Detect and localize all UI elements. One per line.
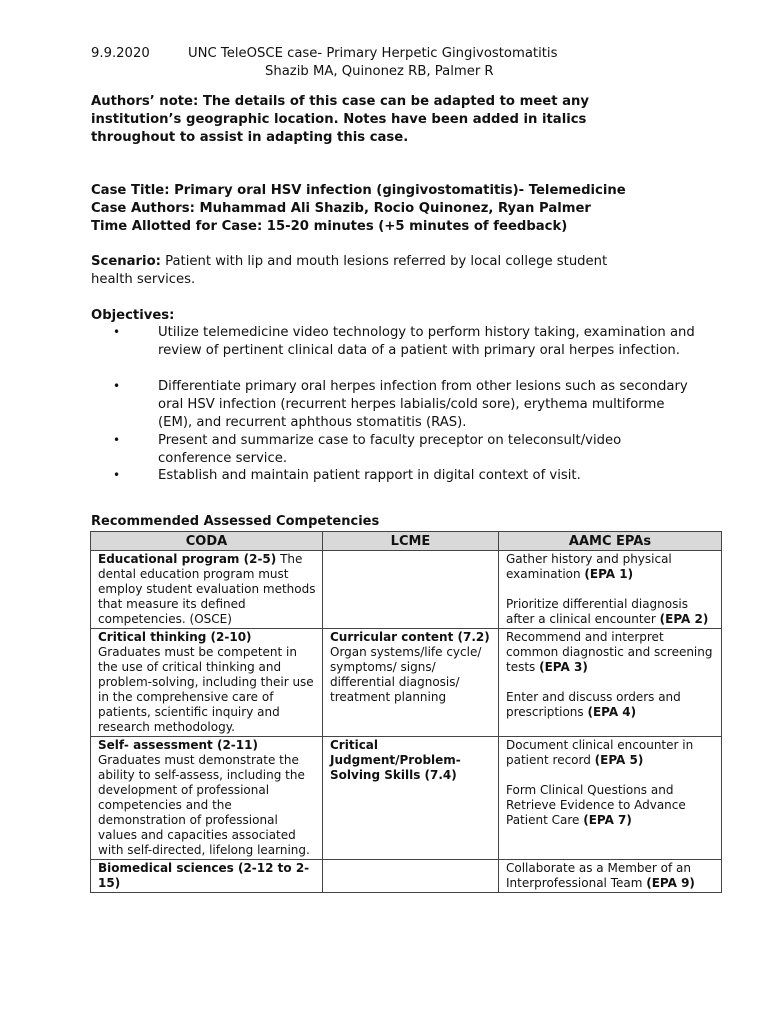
epa-entry: Document clinical encounter in patient record (EPA 5): [506, 738, 694, 767]
epa-entry: Form Clinical Questions and Retrieve Evidence to Advance Patient Care (EPA 7): [506, 783, 686, 827]
objective-item: Present and summarize case to faculty preceptor on teleconsult/video conference service.: [158, 433, 622, 466]
scenario-label: Scenario:: [91, 254, 161, 269]
lcme-cell: [323, 860, 499, 893]
objective-item: Utilize telemedicine video technology to perform history taking, examination and review of pertinent clinical data of a patient with primary oral herpes infection.: [158, 325, 695, 358]
epa-entry: Recommend and interpret common diagnostic and screening tests (EPA 3): [506, 630, 713, 674]
objective-item: Establish and maintain patient rapport in digital context of visit.: [158, 468, 581, 483]
authors-note-line: Authors’ note: The details of this case can be adapted to meet any: [91, 94, 589, 109]
lcme-title: Curricular content (7.2): [330, 630, 490, 644]
epa-cell: [499, 737, 722, 860]
header-title: UNC TeleOSCE case- Primary Herpetic Gingivostomatitis: [188, 46, 558, 61]
epa-entry: Enter and discuss orders and prescriptions (EPA 4): [506, 690, 681, 719]
epa-code: (EPA 9): [646, 876, 695, 890]
coda-title: Biomedical sciences (2-12 to 2-15): [98, 861, 310, 890]
epa-entry: Prioritize differential diagnosis after a clinical encounter (EPA 2): [506, 597, 709, 626]
table-row: [91, 551, 722, 629]
objective-item: Differentiate primary oral herpes infection from other lesions such as secondary oral HSV infection (recurrent herpes labialis/cold sore), erythema multiforme (EM), and recurrent aphthous stomatitis (RAS).: [158, 379, 688, 430]
bullet-icon: •: [113, 325, 121, 339]
header-authors: Shazib MA, Quinonez RB, Palmer R: [265, 64, 494, 79]
epa-code: (EPA 4): [587, 705, 637, 719]
table-row: [91, 629, 722, 737]
epa-code: (EPA 2): [659, 612, 709, 626]
scenario-text: Patient with lip and mouth lesions referred by local college student: [160, 254, 608, 269]
bullet-icon: •: [113, 433, 121, 447]
lcme-cell: [323, 629, 499, 737]
table-row: [91, 737, 722, 860]
epa-code: (EPA 3): [539, 660, 588, 674]
lcme-cell: [323, 737, 499, 860]
epa-cell: [499, 629, 722, 737]
epa-code: (EPA 7): [583, 813, 632, 827]
competencies-heading: Recommended Assessed Competencies: [91, 514, 380, 529]
epa-cell: [499, 860, 722, 893]
epa-entry: Gather history and physical examination (EPA 1): [506, 552, 672, 581]
coda-title: Self- assessment (2-11): [98, 738, 258, 752]
coda-cell: [91, 737, 323, 860]
column-header-coda: CODA: [91, 532, 323, 551]
case-authors: Case Authors: Muhammad Ali Shazib, Rocio Quinonez, Ryan Palmer: [91, 201, 591, 216]
lcme-text: Organ systems/life cycle/ symptoms/ signs/ differential diagnosis/ treatment planning: [330, 645, 482, 704]
bullet-icon: •: [113, 468, 121, 482]
epa-entry: Collaborate as a Member of an Interprofessional Team (EPA 9): [506, 861, 695, 890]
header-date: 9.9.2020: [91, 46, 150, 61]
case-time: Time Allotted for Case: 15-20 minutes (+5 minutes of feedback): [91, 219, 568, 234]
table-header-row: [91, 532, 722, 551]
coda-cell: [91, 551, 323, 629]
coda-text: The dental education program must employ student evaluation methods that measure its defined competencies. (OSCE): [98, 552, 316, 626]
competencies-table: [90, 531, 722, 893]
column-header-lcme: LCME: [323, 532, 499, 551]
objectives-heading: Objectives:: [91, 308, 175, 323]
coda-title: Educational program (2-5): [98, 552, 277, 566]
coda-cell: [91, 860, 323, 893]
authors-note-line: throughout to assist in adapting this case.: [91, 130, 409, 145]
epa-code: (EPA 1): [584, 567, 634, 581]
case-title: Case Title: Primary oral HSV infection (gingivostomatitis)- Telemedicine: [91, 183, 626, 198]
epa-code: (EPA 5): [594, 753, 644, 767]
authors-note-line: institution’s geographic location. Notes have been added in italics: [91, 112, 587, 127]
column-header-aamc: AAMC EPAs: [499, 532, 722, 551]
epa-cell: [499, 551, 722, 629]
coda-cell: [91, 629, 323, 737]
table-row: [91, 860, 722, 893]
scenario-line: [91, 253, 607, 271]
bullet-icon: •: [113, 379, 121, 393]
lcme-cell: [323, 551, 499, 629]
coda-text: Graduates must demonstrate the ability to self-assess, including the development of professional competencies and the demonstration of professional values and capacities associated with self-directed, lifelong learning.: [98, 753, 310, 857]
lcme-title: Critical Judgment/Problem-Solving Skills (7.4): [330, 738, 461, 782]
coda-title: Critical thinking (2-10): [98, 630, 252, 644]
scenario-line-2: health services.: [91, 272, 196, 287]
coda-text: Graduates must be competent in the use of critical thinking and problem-solving, including their use in the comprehensive care of patients, scientific inquiry and research methodology.: [98, 645, 314, 734]
